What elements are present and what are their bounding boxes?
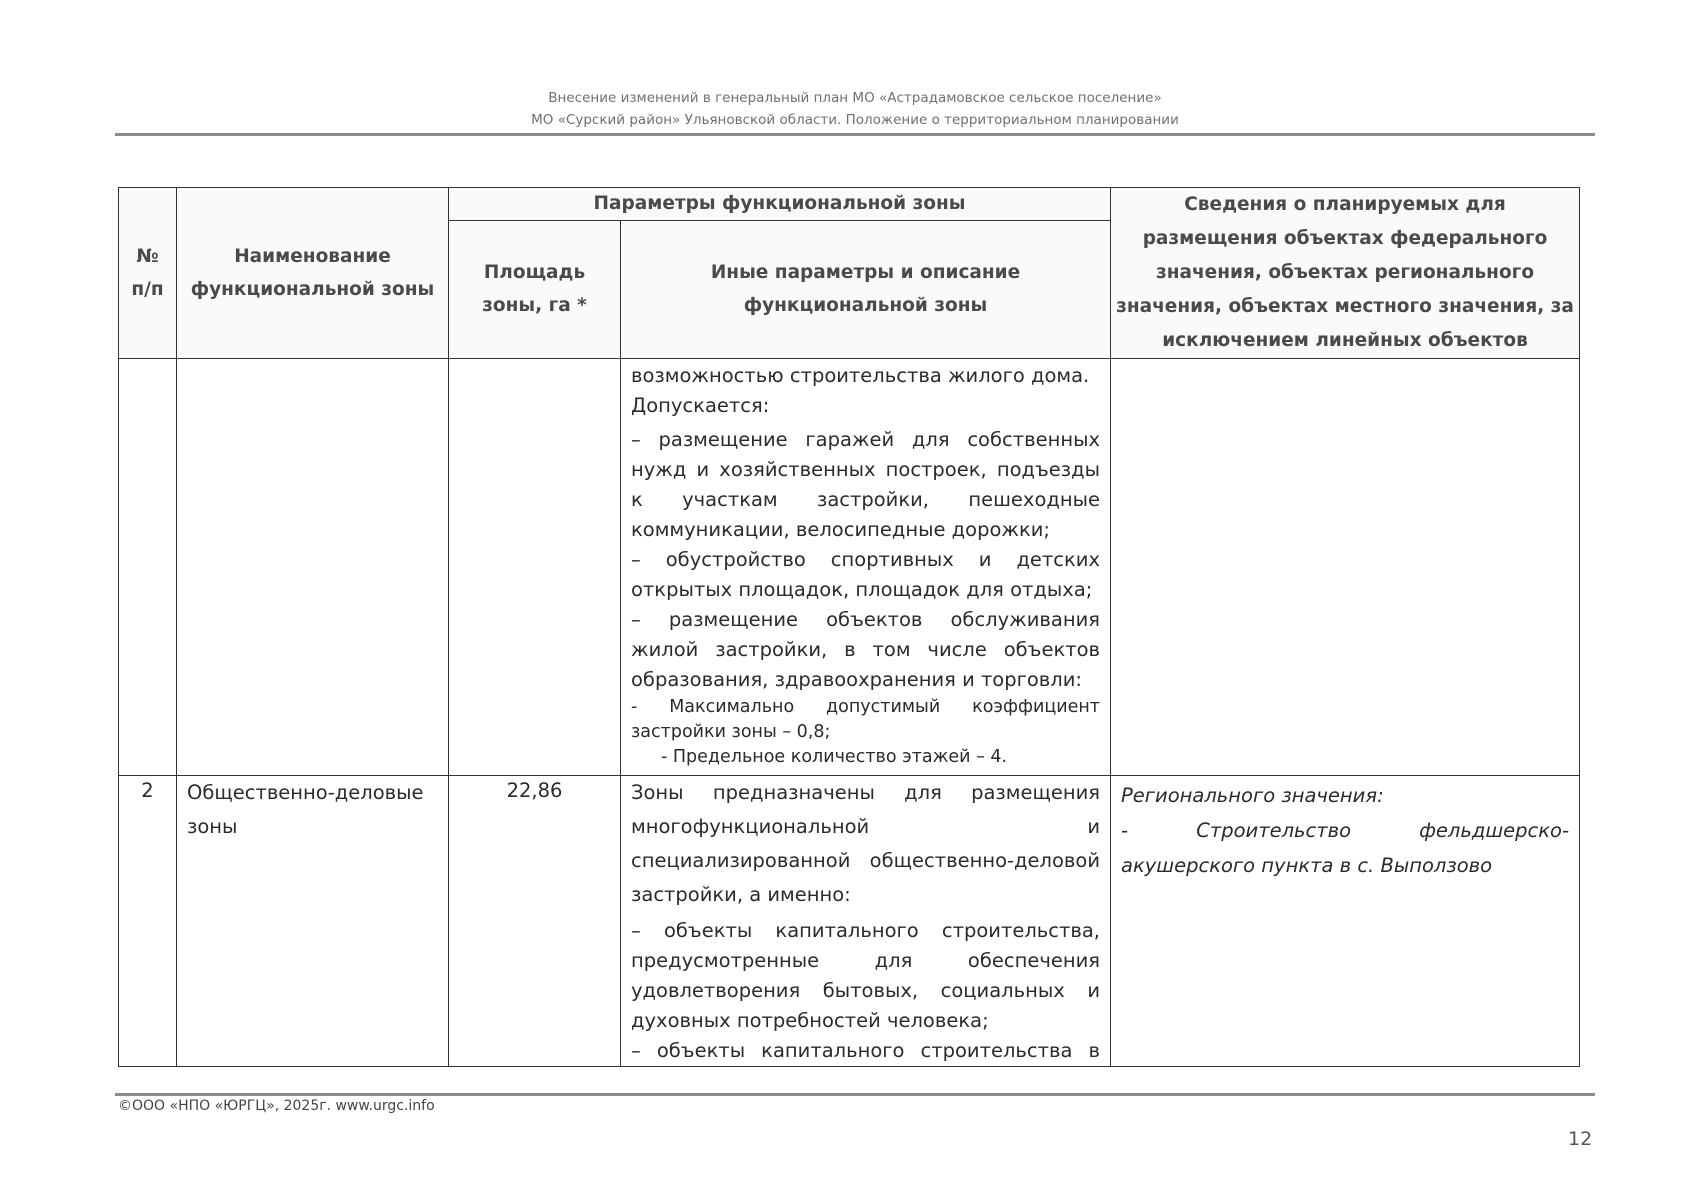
col-header-name — [177, 188, 449, 359]
row2-description — [621, 776, 1111, 1067]
row2-info-l1: Регионального значения: — [1121, 784, 1384, 807]
col-header-info — [1111, 188, 1580, 359]
row2-desc-p2: – объекты капитального строительства, предусмотренные для обеспечения удовлетворения бытовых, социальных и духовных потребностей человека; — [631, 919, 1101, 1032]
col-header-area-line2: зоны, га * — [482, 295, 587, 317]
row2-desc-p1: Зоны предназначены для размещения многофункциональной и специализированной общественно-деловой застройки, а именно: — [631, 781, 1101, 906]
col-header-info-line1: Сведения о планируемых для — [1184, 194, 1506, 215]
row1-desc-p2: Допускается: — [631, 394, 770, 417]
document-header-line-2: МО «Сурский район» Ульяновской области. Положение о территориальном планировании — [531, 112, 1179, 128]
row1-num — [119, 359, 177, 776]
row1-desc-p7: - Предельное количество этажей – 4. — [661, 747, 1008, 767]
row1-name — [177, 359, 449, 776]
col-header-name-line2: функциональной зоны — [190, 279, 435, 300]
document-header-line-1: Внесение изменений в генеральный план МО «Астрадамовское сельское поселение» — [548, 90, 1162, 106]
footer-rule — [115, 1093, 1595, 1096]
col-header-info-line4: значения, объектах местного значения, за — [1116, 296, 1574, 317]
row1-desc-p3: – размещение гаражей для собственных нужд и хозяйственных построек, подъезды к участкам застройки, пешеходные коммуникации, велосипедные дорожки; — [631, 428, 1101, 541]
page-number: 12 — [1568, 1128, 1593, 1150]
footer-copyright: ©ООО «НПО «ЮРГЦ», 2025г. www.urgc.info — [118, 1098, 435, 1114]
col-header-other-line1: Иные параметры и описание — [710, 262, 1021, 284]
col-header-num-line2: п/п — [131, 279, 164, 300]
table-row — [119, 359, 1580, 776]
col-header-area-line1: Площадь — [483, 262, 586, 284]
row2-info — [1111, 776, 1580, 1067]
col-header-area — [449, 220, 621, 358]
header-rule — [115, 133, 1595, 136]
col-header-params: Параметры функциональной зоны — [449, 188, 1111, 221]
row1-desc-p6: - Максимально допустимый коэффициент застройки зоны – 0,8; — [631, 697, 1101, 742]
table-header-row-1 — [119, 188, 1580, 221]
col-header-info-line2: размещения объектах федерального — [1142, 228, 1548, 249]
row2-name: Общественно-деловые зоны — [177, 776, 449, 1067]
row1-area — [449, 359, 621, 776]
row1-info — [1111, 359, 1580, 776]
col-header-other-line2: функциональной зоны — [743, 295, 988, 317]
row2-info-l3: акушерского пункта в с. Выползово — [1121, 854, 1493, 877]
table-row — [119, 776, 1580, 1067]
row1-desc-p1: возможностью строительства жилого дома. — [631, 364, 1090, 387]
row1-desc-p4: – обустройство спортивных и детских открытых площадок, площадок для отдыха; — [631, 548, 1101, 601]
row1-description — [621, 359, 1111, 776]
row1-desc-p5: – размещение объектов обслуживания жилой застройки, в том числе объектов образования, здравоохранения и торговли: — [631, 608, 1101, 691]
row2-info-l2: - Строительство фельдшерско- — [1121, 819, 1570, 842]
row2-num: 2 — [119, 776, 177, 1067]
col-header-other — [621, 220, 1111, 358]
row2-area: 22,86 — [449, 776, 621, 1067]
col-header-info-line5: исключением линейных объектов — [1162, 330, 1528, 351]
functional-zones-table — [118, 187, 1580, 1067]
col-header-num — [119, 188, 177, 359]
col-header-num-line1: № — [136, 246, 159, 267]
row2-desc-p3: – объекты капитального строительства в — [631, 1039, 1101, 1062]
col-header-info-line3: значения, объектах регионального — [1155, 262, 1535, 283]
col-header-name-line1: Наименование — [234, 246, 391, 267]
